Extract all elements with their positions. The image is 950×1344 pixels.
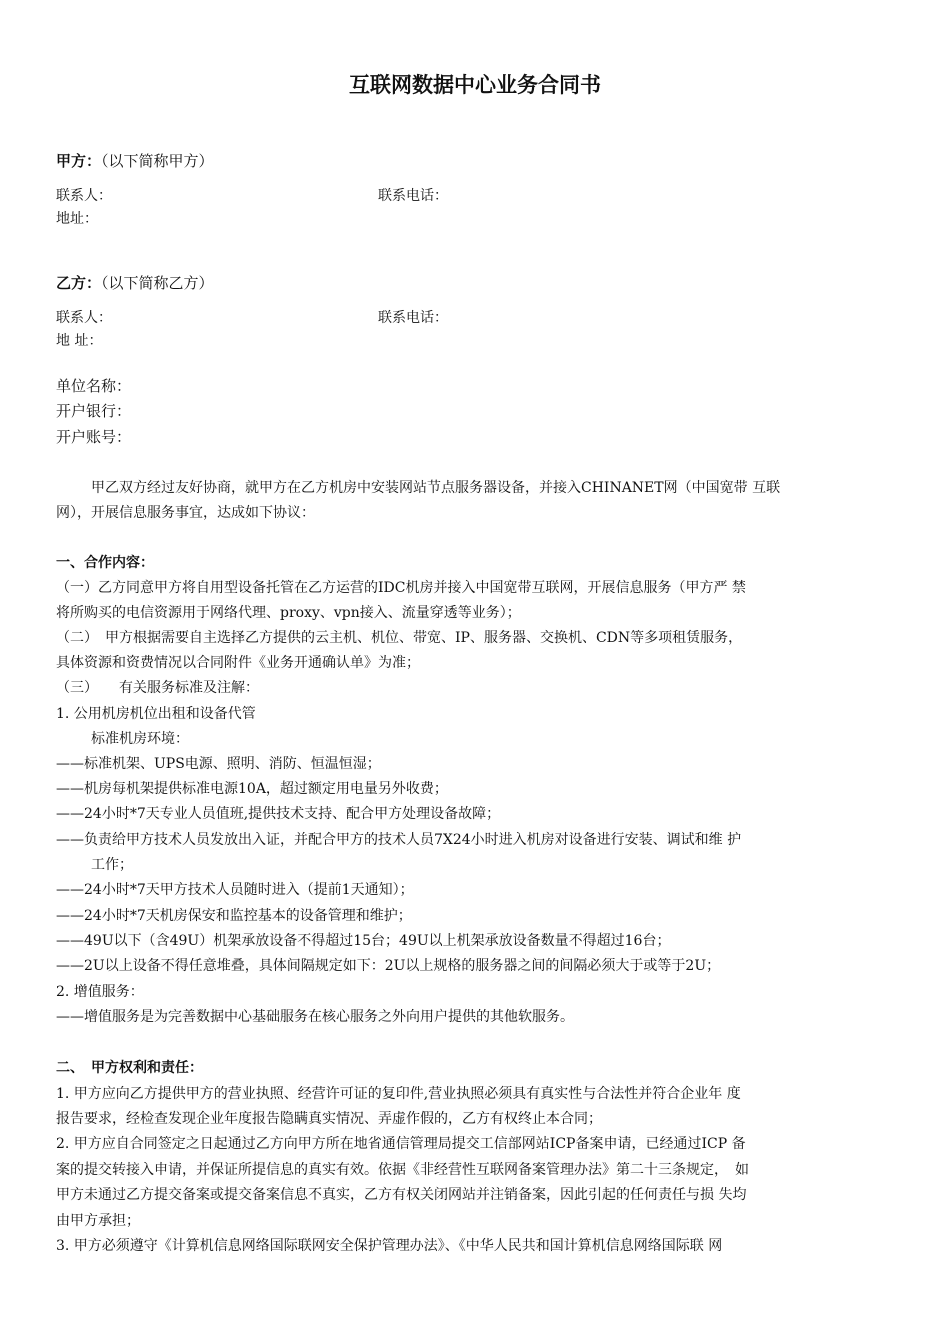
party-a-contact: 联系人： bbox=[56, 188, 112, 204]
section-line: 甲方未通过乙方提交备案或提交备案信息不真实，乙方有权关闭网站并注销备案，因此引起的任何责任与损 失均 bbox=[56, 1187, 747, 1203]
party-a-note: （以下简称甲方） bbox=[101, 152, 214, 170]
section-line: ——24小时*7天甲方技术人员随时进入（提前1天通知）； bbox=[56, 882, 414, 898]
section-line: （一）乙方同意甲方将自用型设备托管在乙方运营的IDC机房并接入中国宽带互联网，开展信息服务（甲方严 禁 bbox=[56, 580, 746, 596]
bank-account: 开户账号： bbox=[56, 428, 132, 446]
party-b-address: 地 址： bbox=[56, 333, 103, 349]
party-b-phone: 联系电话： bbox=[378, 310, 448, 326]
section-line: 2. 甲方应自合同签定之日起通过乙方向甲方所在地省通信管理局提交工信部网站ICP备案申请，已经通过ICP 备 bbox=[56, 1136, 746, 1152]
section-line: ——24小时*7天专业人员值班,提供技术支持、配合甲方处理设备故障； bbox=[56, 806, 501, 822]
section-line: 3. 甲方必须遵守《计算机信息网络国际联网安全保护管理办法》、《中华人民共和国计算机信息网络国际联 网 bbox=[56, 1238, 723, 1254]
section-line: 标准机房环境： bbox=[91, 731, 189, 747]
bank-company: 单位名称： bbox=[56, 377, 132, 395]
party-a-phone: 联系电话： bbox=[378, 188, 448, 204]
document-title: 互联网数据中心业务合同书 bbox=[349, 73, 601, 97]
section-line: ——标准机架、UPS电源、照明、消防、恒温恒湿； bbox=[56, 756, 381, 772]
section-line: 报告要求，经检查发现企业年度报告隐瞒真实情况、弄虚作假的，乙方有权终止本合同； bbox=[56, 1111, 602, 1127]
section-line: 将所购买的电信资源用于网络代理、proxy、vpn接入、流量穿透等业务）； bbox=[56, 605, 521, 621]
bank-name: 开户银行： bbox=[56, 402, 132, 420]
section-line: ——负责给甲方技术人员发放出入证，并配合甲方的技术人员7X24小时进入机房对设备进行安装、调试和维 护 bbox=[56, 832, 742, 848]
party-a-address: 地址： bbox=[56, 211, 98, 227]
party-b-note: （以下简称乙方） bbox=[101, 274, 214, 292]
section-heading: 二、 甲方权利和责任： bbox=[56, 1060, 203, 1076]
section-line: ——49U以下（含49U）机架承放设备不得超过15台；49U以上机架承放设备数量不得超过16台； bbox=[56, 933, 671, 949]
section-line: 1. 甲方应向乙方提供甲方的营业执照、经营许可证的复印件,营业执照必须具有真实性与合法性并符合企业年 度 bbox=[56, 1086, 741, 1102]
party-b-label: 乙方： bbox=[56, 274, 102, 292]
section-line: 工作； bbox=[91, 857, 133, 873]
intro-line: 网），开展信息服务事宜，达成如下协议： bbox=[56, 505, 315, 521]
section-line: ——机房每机架提供标准电源10A，超过额定用电量另外收费； bbox=[56, 781, 448, 797]
section-line: 1. 公用机房机位出租和设备代管 bbox=[56, 706, 256, 722]
party-a-label: 甲方： bbox=[56, 152, 102, 170]
party-b-line bbox=[56, 272, 214, 294]
party-b-contact: 联系人： bbox=[56, 310, 112, 326]
section-line: ——24小时*7天机房保安和监控基本的设备管理和维护； bbox=[56, 908, 412, 924]
party-a-line bbox=[56, 150, 214, 172]
intro-line: 甲乙双方经过友好协商，就甲方在乙方机房中安装网站节点服务器设备，并接入CHINANET网（中国宽带 互联 bbox=[91, 480, 781, 496]
section-line: （三） 有关服务标准及注解： bbox=[56, 680, 259, 696]
section-line: 具体资源和资费情况以合同附件《业务开通确认单》为准； bbox=[56, 655, 420, 671]
section-line: ——增值服务是为完善数据中心基础服务在核心服务之外向用户提供的其他软服务。 bbox=[56, 1009, 574, 1025]
section-heading: 一、合作内容： bbox=[56, 555, 154, 571]
section-line: （二） 甲方根据需要自主选择乙方提供的云主机、机位、带宽、IP、服务器、交换机、CDN等多项租赁服务， bbox=[56, 630, 743, 646]
section-line: 由甲方承担； bbox=[56, 1213, 140, 1229]
section-line: 2. 增值服务： bbox=[56, 984, 144, 1000]
section-line: ——2U以上设备不得任意堆叠，具体间隔规定如下：2U以上规格的服务器之间的间隔必须大于或等于2U； bbox=[56, 958, 721, 974]
section-line: 案的提交转接入申请，并保证所提信息的真实有效。依据《非经营性互联网备案管理办法》第二十三条规定， 如 bbox=[56, 1162, 749, 1178]
